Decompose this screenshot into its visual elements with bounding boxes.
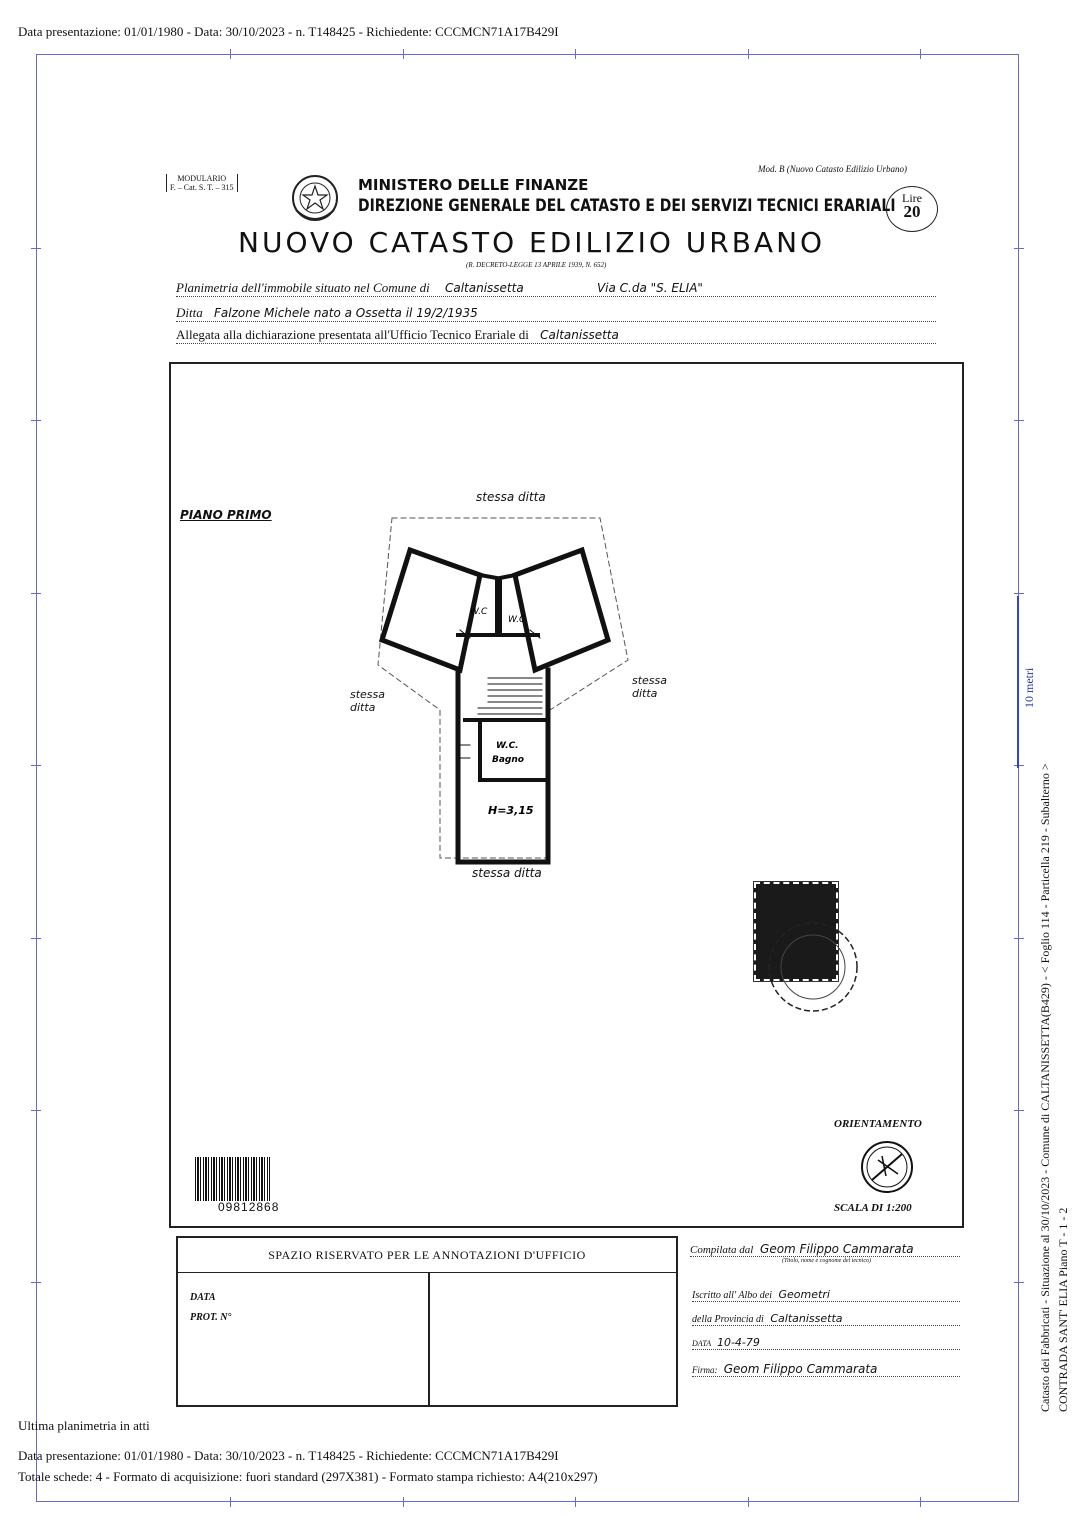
provincia-value: Caltanissetta (770, 1312, 843, 1325)
via-value: Via C.da "S. ELIA" (596, 281, 703, 295)
provincia-line: della Provincia di Caltanissetta (692, 1312, 960, 1326)
main-title: NUOVO CATASTO EDILIZIO URBANO (238, 226, 826, 259)
footer-line-2: Totale schede: 4 - Formato di acquisizione: fuori standard (297X381) - Formato stampa richiesto: A4(210x297) (18, 1469, 598, 1484)
side-info-line-2: CONTRADA SANT' ELIA Piano T - 1 - 2 (1056, 1207, 1070, 1412)
header-line: Data presentazione: 01/01/1980 - Data: 30/10/2023 - n. T148425 - Richiedente: CCCMCN71A17B429I (18, 24, 559, 39)
annot-data-label: DATA (190, 1292, 216, 1303)
mod-b-label: Mod. B (Nuovo Catasto Edilizio Urbano) (758, 164, 907, 174)
decreto-note: (R. DECRETO-LEGGE 13 APRILE 1939, N. 652) (466, 261, 607, 269)
neighbor-left: stessa ditta (350, 688, 386, 714)
room-bagno-label-2: Bagno (492, 755, 524, 765)
side-info-line-1: Catasto dei Fabbricati - Situazione al 30/10/2023 - Comune di CALTANISSETTA(B429) - < Foglio 114 - Particella 219 - Subalterno > (1038, 763, 1052, 1412)
office-annotations-box (176, 1236, 678, 1407)
barcode-number: 09812868 (218, 1200, 280, 1214)
direzione-title: DIREZIONE GENERALE DEL CATASTO E DEI SERVIZI TECNICI ERARIALI (358, 196, 896, 216)
compilata-sub: (Titolo, nome e cognome del tecnico) (782, 1258, 871, 1264)
height-label: H=3,15 (488, 804, 534, 817)
neighbor-bottom: stessa ditta (472, 866, 542, 880)
annotations-title: SPAZIO RISERVATO PER LE ANNOTAZIONI D'UFFICIO (178, 1238, 676, 1273)
annot-prot-label: PROT. N° (190, 1312, 232, 1323)
stamp-cancel-circle (758, 912, 868, 1022)
floor-label: PIANO PRIMO (180, 508, 272, 522)
scale-bar (1017, 596, 1019, 768)
data-value: 10-4-79 (716, 1336, 760, 1349)
ufficio-value: Caltanissetta (540, 328, 619, 342)
room-wc-2: W.C (508, 615, 526, 625)
neighbor-top: stessa ditta (476, 490, 546, 504)
comune-value: Caltanissetta (444, 281, 524, 295)
orientamento-label: ORIENTAMENTO (834, 1118, 922, 1130)
modulario-label: MODULARIO F. – Cat. S. T. – 315 (166, 174, 238, 192)
ultima-planimetria: Ultima planimetria in atti (18, 1418, 150, 1433)
neighbor-right: stessa ditta (632, 674, 668, 700)
firma-line: Firma: Geom Filippo Cammarata (692, 1362, 960, 1377)
scale-label: SCALA DI 1:200 (834, 1202, 912, 1214)
allegata-line: Allegata alla dichiarazione presentata all'Ufficio Tecnico Erariale di Caltanissetta (176, 327, 936, 344)
ministero-title: MINISTERO DELLE FINANZE (358, 176, 589, 194)
republic-emblem-icon (288, 170, 342, 226)
north-arrow-icon (860, 1140, 914, 1194)
room-bagno-label-1: W.C. (496, 741, 519, 751)
compilata-line: Compilata dal Geom Filippo Cammarata (690, 1242, 960, 1257)
compilata-value: Geom Filippo Cammarata (760, 1242, 914, 1256)
scale-bar-label: 10 metri (1022, 667, 1036, 708)
ditta-line: Ditta Falzone Michele nato a Ossetta il 19/2/1935 (176, 305, 936, 322)
iscritto-line: Iscritto all' Albo dei Geometri (692, 1288, 960, 1302)
room-wc-1: W.C (470, 607, 488, 617)
firma-value: Geom Filippo Cammarata (723, 1362, 878, 1376)
floor-plan-drawing (370, 510, 650, 870)
iscritto-value: Geometri (778, 1288, 830, 1301)
lire-badge: Lire 20 (886, 186, 938, 232)
data-line: DATA 10-4-79 (692, 1336, 960, 1350)
planimetria-line: Planimetria dell'immobile situato nel Comune di Caltanissetta Via C.da "S. ELIA" (176, 280, 936, 297)
ditta-value: Falzone Michele nato a Ossetta il 19/2/1935 (213, 306, 478, 320)
barcode (195, 1157, 270, 1201)
footer-line-1: Data presentazione: 01/01/1980 - Data: 30/10/2023 - n. T148425 - Richiedente: CCCMCN71A17B429I (18, 1448, 559, 1463)
